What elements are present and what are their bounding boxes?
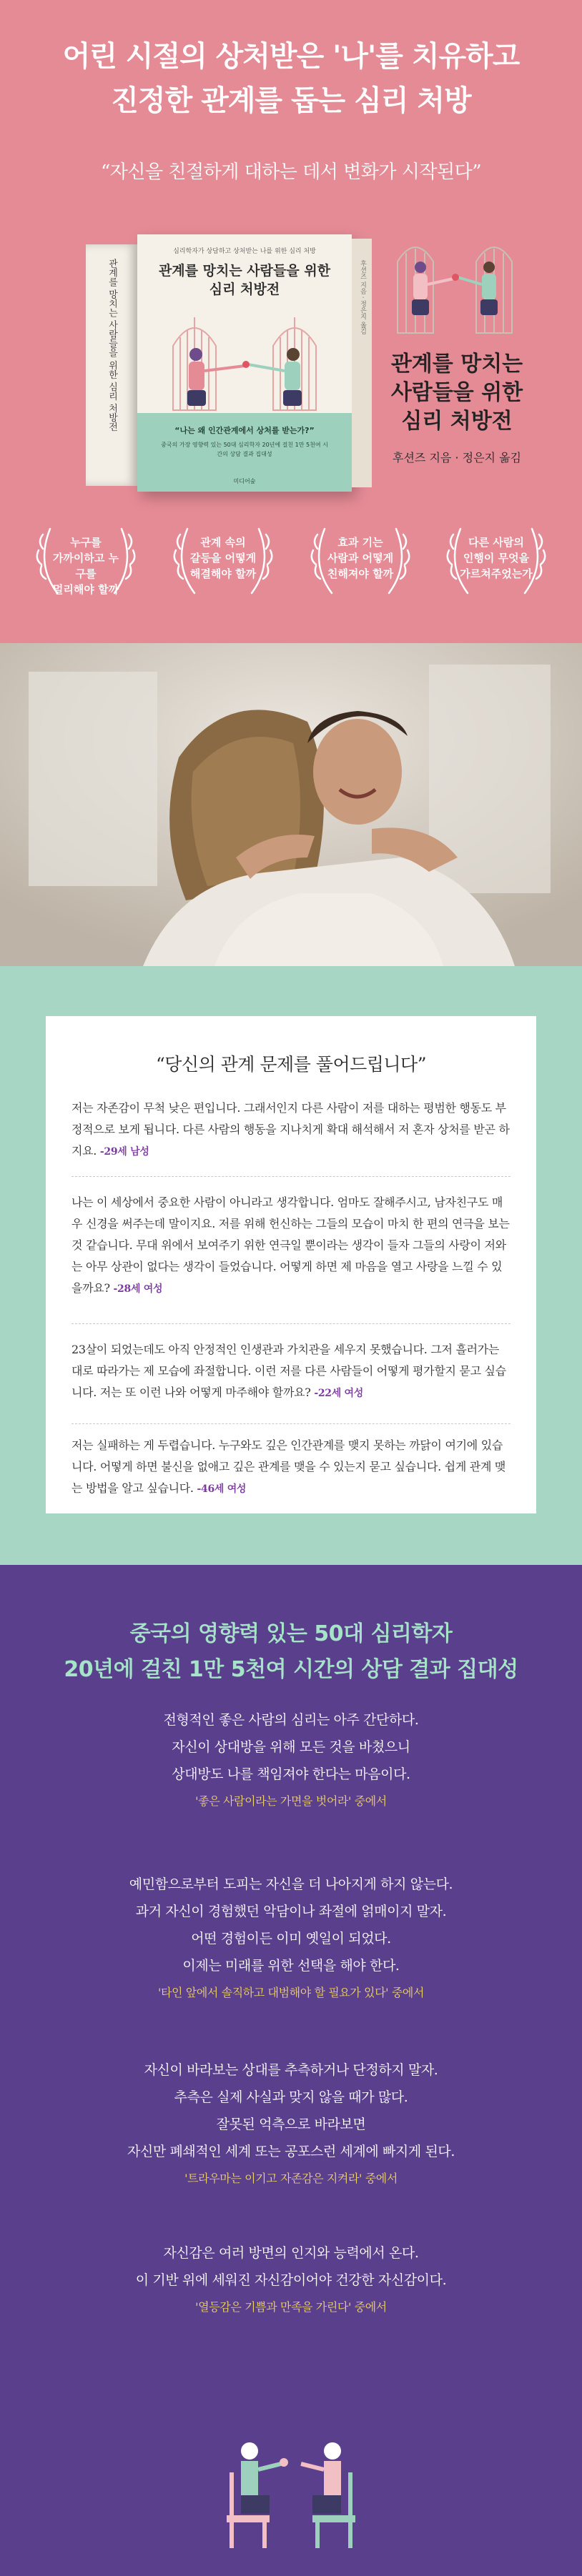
testimonial-author: -29세 남성 xyxy=(99,1146,149,1158)
book-cover-title: 관계를 망치는 사람들을 위한 심리 처방전 xyxy=(158,263,331,297)
divider xyxy=(71,1423,511,1424)
excerpts-headline: 중국의 영향력 있는 50대 심리학자 20년에 걸친 1만 5천여 시간의 상담 결과 집대성 xyxy=(64,1621,518,1682)
book-side: 후션즈 지음 · 정은지 옮김 xyxy=(352,239,372,487)
book-spine xyxy=(86,244,137,486)
excerpt-source: '좋은 사람이라는 가면을 벗어라' 중에서 xyxy=(195,1794,387,1808)
book-front-cover xyxy=(137,234,352,492)
excerpt-source: '열등감은 기쁨과 만족을 가린다' 중에서 xyxy=(195,2300,387,2314)
excerpt-source: '트라우마는 이기고 자존감은 지켜라' 중에서 xyxy=(184,2172,398,2185)
divider xyxy=(71,1323,511,1324)
book-cover-quote: “나는 왜 인간관계에서 상처를 받는가?” xyxy=(174,426,315,435)
excerpt-block: 자신감은 여러 방면의 인지와 능력에서 온다. 이 기반 위에 세워진 자신감이어야 건강한 자신감이다. '열등감은 기쁨과 만족을 가린다' 중에서 xyxy=(0,2239,582,2321)
testimonial: 나는 이 세상에서 중요한 사람이 아니라고 생각합니다. 엄마도 잘해주시고, 남자친구도 매우 신경을 써주는데 말이지요. 저를 위해 헌신하는 그들의 모습이 마치 한 편의 연극을 보는 것 같습니다. 무대 위에서 보여주기 위한 연극일 뿐이라는 생각이 들자 그들의 사랑이 저와는 아무 상관이 없다는 생각이 들었습니다. 어떻게 하면 제 마음을 열고 사랑을 느낄 수 있을까요? -28세 여성 xyxy=(71,1195,510,1295)
testimonials-card xyxy=(46,1016,536,1513)
testimonial: 23살이 되었는데도 아직 안정적인 인생관과 가치관을 세우지 못했습니다. 그저 흘러가는 대로 따라가는 제 모습에 좌절합니다. 이런 저를 다른 사람들이 어떻게 평가할지 묻고 싶습니다. 저는 또 이런 나와 어떻게 마주해야 할까요? -22세 여성 xyxy=(71,1343,506,1399)
book-cover-illustration xyxy=(137,303,352,417)
testimonial: 저는 실패하는 게 두렵습니다. 누구와도 깊은 인간관계를 맺지 못하는 까닭이 여기에 있습니다. 어떻게 하면 불신을 없애고 깊은 관계를 맺을 수 있는지 묻고 싶습니다. 쉽게 관계 맺는 방법을 알고 싶습니다. -46세 여성 xyxy=(71,1438,506,1495)
book-cover-3d xyxy=(86,234,393,492)
hug-photo xyxy=(0,643,582,966)
excerpt-block: 자신이 바라보는 상대를 추측하거나 단정하지 말자. 추측은 실제 사실과 맞지 않을 때가 많다. 잘못된 억측으로 바라보면 자신만 폐쇄적인 세계 또는 공포스런 세계에 빠지게 된다. '트라우마는 이기고 자존감은 지켜라' 중에서 xyxy=(0,2057,582,2192)
divider xyxy=(71,1176,511,1177)
book-cover-blurb: 중국의 가장 영향력 있는 50대 심리학자 20년에 걸친 1만 5천여 시간의 상담 결과 집대성 xyxy=(161,442,328,457)
laurel-badges xyxy=(29,507,553,615)
laurel-badge xyxy=(439,507,553,607)
hero-headline-line1: 어린 시절의 상처받은 '나'를 치유하고 xyxy=(62,40,520,73)
testimonial-author: -46세 여성 xyxy=(197,1483,247,1495)
laurel-text: 효과 기는 사람과 어떻게 친해져야 할까 xyxy=(327,536,394,580)
book-publisher: 미디어숲 xyxy=(233,478,256,484)
hug-photo-illustration xyxy=(0,643,582,966)
hero-section xyxy=(0,0,582,643)
laurel-badge xyxy=(29,507,143,607)
caged-figures-illustration xyxy=(390,233,519,340)
excerpt-block: 예민함으로부터 도피는 자신을 더 나아지게 하지 않는다. 과거 자신이 경험했던 악담이나 좌절에 얽매이지 말자. 어떤 경험이든 이미 옛일이 되었다. 이제는 미래를 위한 선택을 해야 한다. '타인 앞에서 솔직하고 대범해야 할 필요가 있다' 중에서 xyxy=(0,1871,582,2006)
laurel-badge xyxy=(303,507,418,607)
hero-headline xyxy=(0,34,582,123)
testimonial-author: -28세 여성 xyxy=(113,1283,163,1295)
testimonial-author: -22세 여성 xyxy=(314,1388,363,1399)
testimonial: 저는 자존감이 무척 낮은 편입니다. 그래서인지 다른 사람이 저를 대하는 평범한 행동도 부정적으로 보게 됩니다. 다른 사람의 행동을 지나치게 확대 해석해서 저 혼자 상처를 받곤 하지요. -29세 남성 xyxy=(71,1101,510,1158)
laurel-badge xyxy=(166,507,280,607)
laurel-text: 다른 사람의 인행이 무엇을 가르쳐주었는가 xyxy=(460,536,533,580)
excerpt-source: '타인 앞에서 솔직하고 대범해야 할 필요가 있다' 중에서 xyxy=(157,1986,425,1999)
hero-book-title: 관계를 망치는 사람들을 위한 심리 처방전 xyxy=(390,352,523,434)
hero-subheadline: “자신을 친절하게 대하는 데서 변화가 시작된다” xyxy=(100,161,482,183)
book-tagline: 심리학자가 상담하고 상처받는 나를 위한 심리 처방 xyxy=(173,248,316,255)
laurel-text: 관계 속의 갈등을 어떻게 해결해야 할까 xyxy=(189,536,257,580)
book-spine-title: 관계를 망치는 사람들을 위한 심리 처방전 xyxy=(107,259,117,432)
hero-authors: 후션즈 지음 · 정은지 옮김 xyxy=(393,451,521,464)
excerpt-block: 전형적인 좋은 사람의 심리는 아주 간단하다. 자신이 상대방을 위해 모든 것을 바쳤으니 상대방도 나를 책임져야 한다는 마음이다. '좋은 사람이라는 가면을 벗어라' 중에서 xyxy=(0,1706,582,1815)
hero-headline-line2: 진정한 관계를 돕는 심리 처방 xyxy=(111,84,471,117)
testimonials-title: “당신의 관계 문제를 풀어드립니다” xyxy=(155,1054,426,1075)
laurel-text: 누구를 가까이하고 누구를 멀리해야 할까 xyxy=(52,536,119,596)
bottom-figures-illustration xyxy=(212,2430,370,2551)
